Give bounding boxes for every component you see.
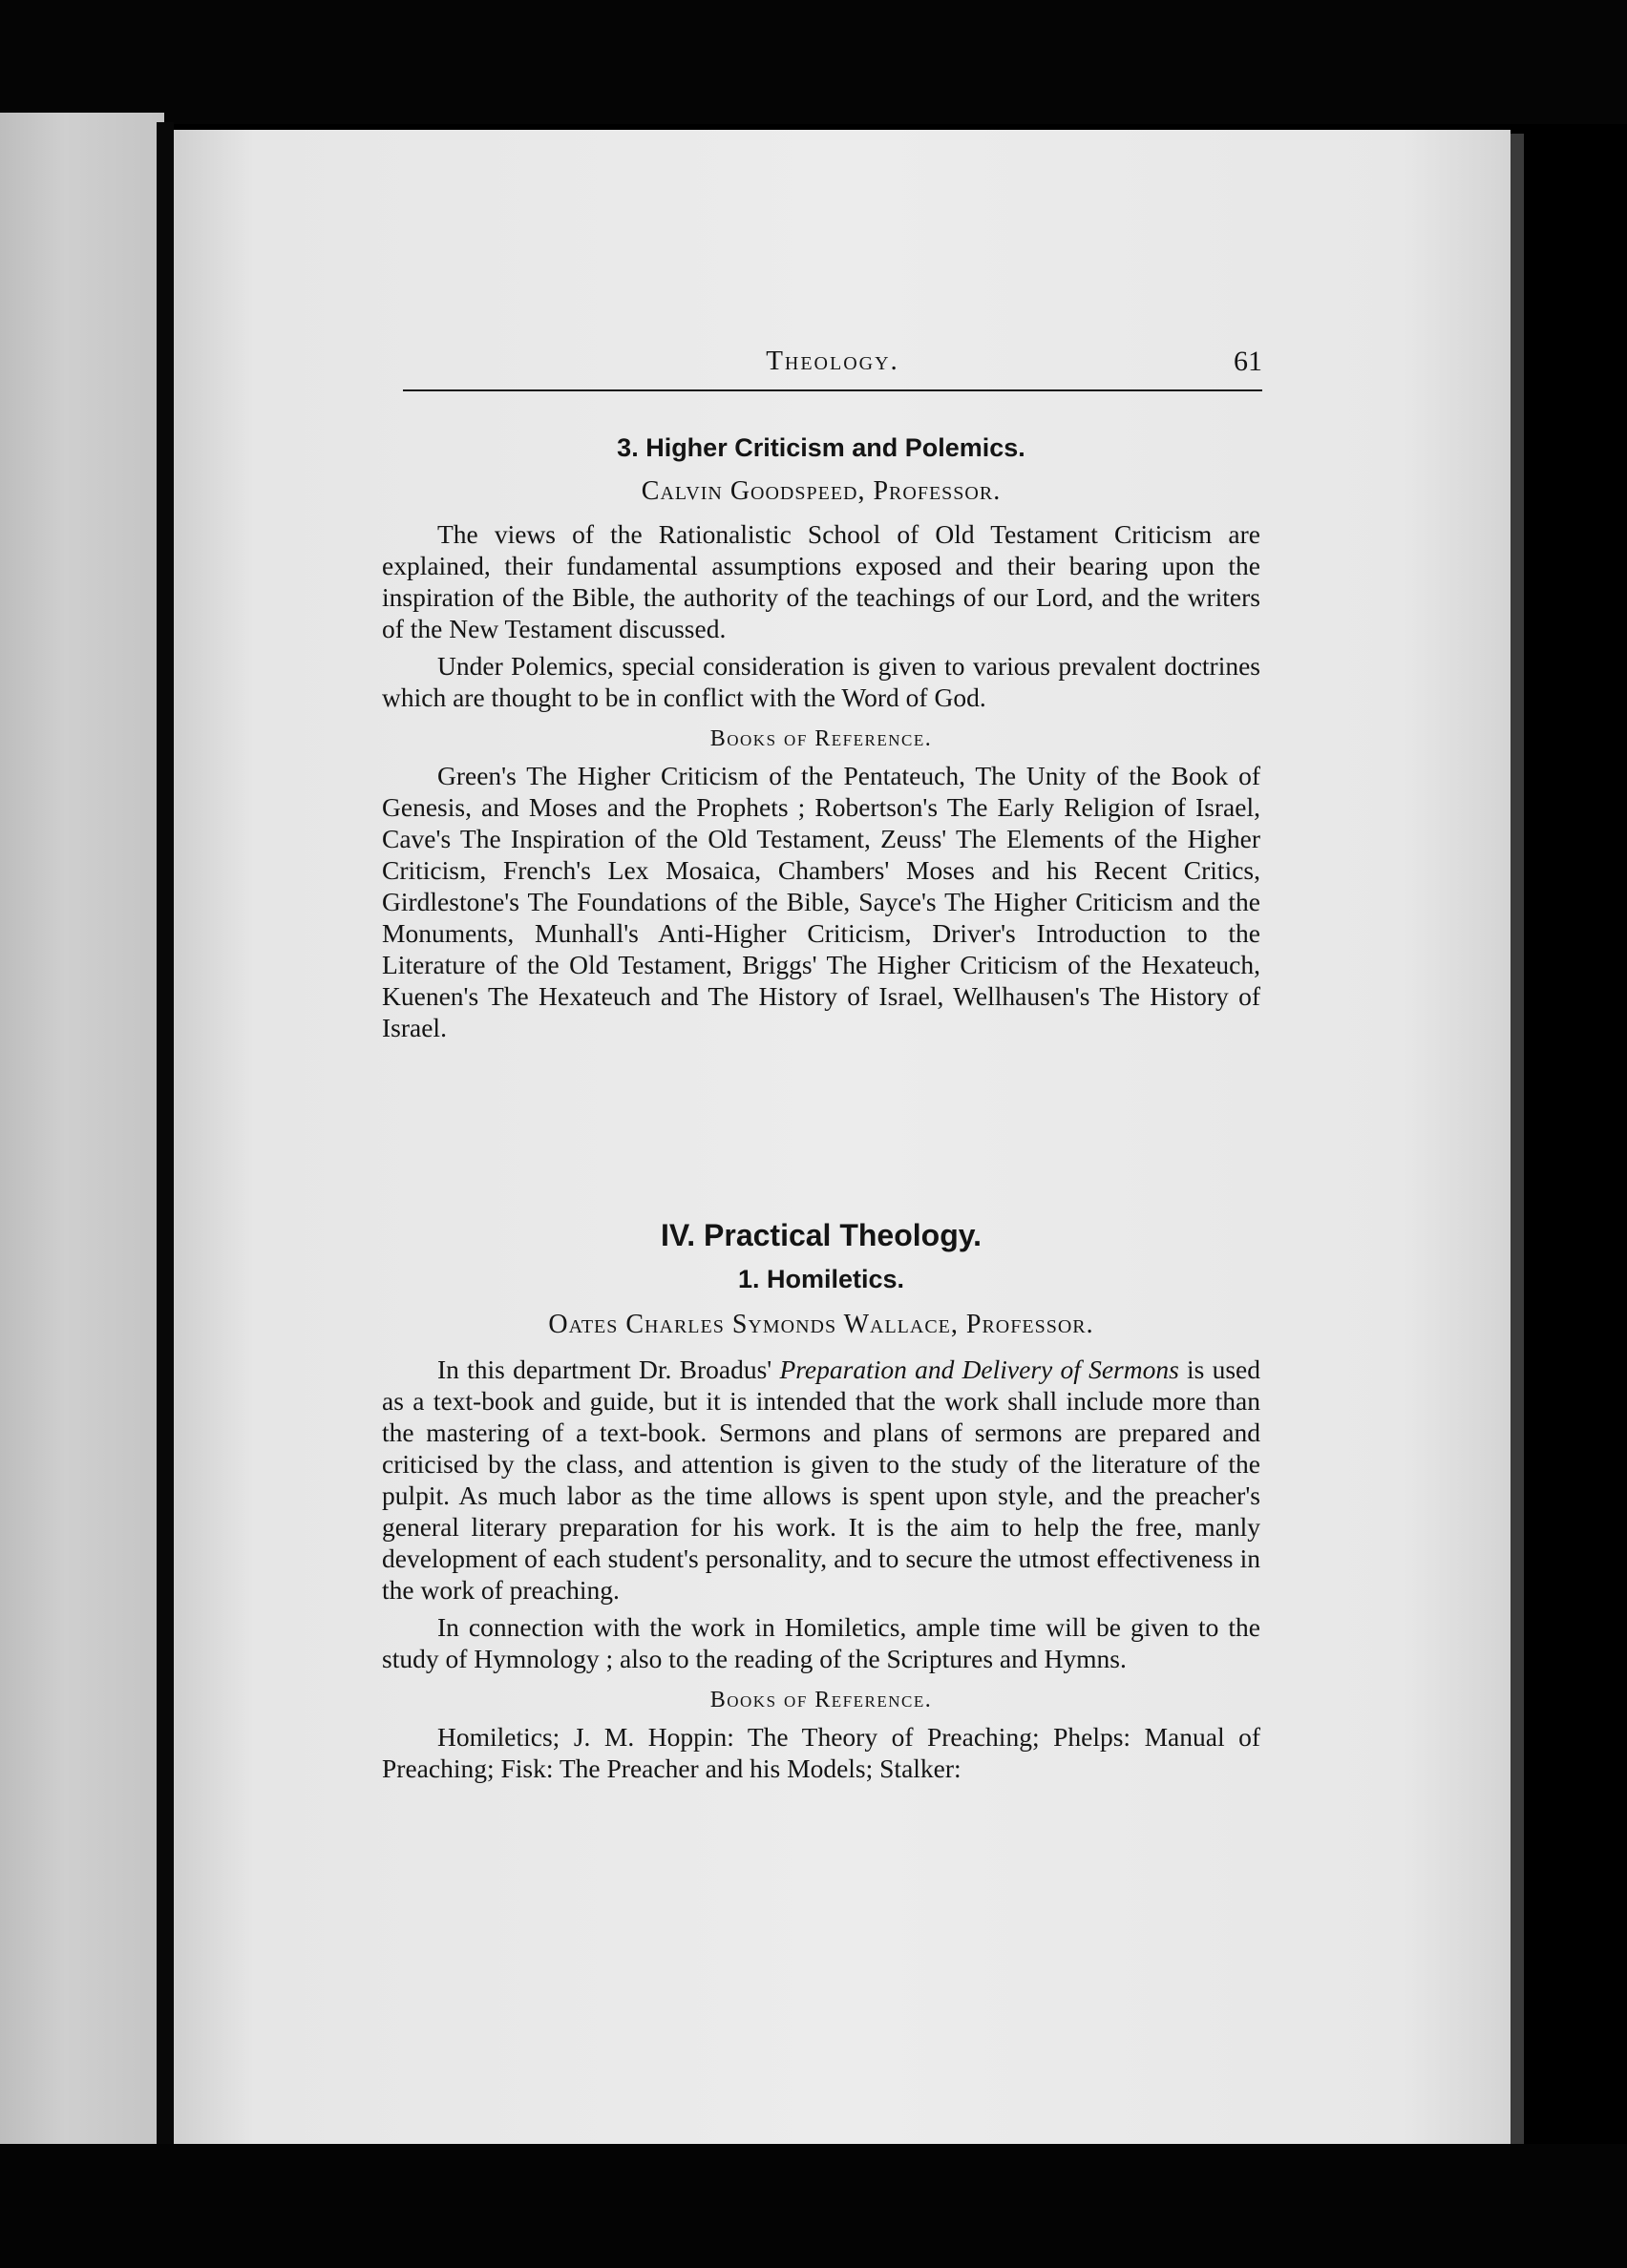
section-higher-criticism bbox=[382, 433, 1260, 1043]
page-right-edge bbox=[1511, 134, 1524, 2144]
previous-page-edge bbox=[0, 113, 164, 2144]
books-of-reference-text: Homiletics; J. M. Hoppin: The Theory of Preaching; Phelps: Manual of Preaching; Fisk: The Preacher and his Models; Stalker: bbox=[382, 1722, 1260, 1783]
book-page bbox=[174, 130, 1511, 2144]
running-header bbox=[403, 346, 1262, 384]
paragraph: Under Polemics, special consideration is given to various prevalent doctrines which are thought to be in conflict with the Word of God. bbox=[382, 651, 1260, 712]
paragraph-text: In this department Dr. Broadus' bbox=[437, 1354, 780, 1384]
paragraph-text: is used as a text-book and guide, but it is intended that the work shall include more than the mastering of a text-book. Sermons and plans of sermons are prepared and criticised by the class, and attention is given to the study of the literature of the pulpit. As much labor as the time allows is spent upon style, and the preacher's general literary preparation for his work. It is the aim to help the free, manly development of each student's personality, and to secure the utmost effectiveness in the work of preaching. bbox=[382, 1354, 1260, 1605]
book-title: Preparation and Delivery of Sermons bbox=[779, 1354, 1179, 1384]
header-rule bbox=[403, 389, 1262, 391]
running-title: Theology. bbox=[766, 346, 899, 376]
books-of-reference-label: Books of Reference. bbox=[709, 1688, 933, 1712]
scanner-frame-top bbox=[0, 0, 1627, 124]
subsection-heading: 1. Homiletics. bbox=[737, 1265, 905, 1293]
scanner-frame-bottom bbox=[0, 2144, 1627, 2268]
professor-name: Calvin Goodspeed, Professor. bbox=[641, 476, 1002, 506]
book-gutter bbox=[157, 122, 174, 2144]
paragraph: The views of the Rationalistic School of Old Testament Criticism are explained, their fundamental assumptions exposed and their bearing upon the inspiration of the Bible, the authority of the teachings of our Lord, and the writers of the New Testament discussed. bbox=[382, 519, 1260, 643]
books-of-reference-text: Green's The Higher Criticism of the Pentateuch, The Unity of the Book of Genesis, and Moses and the Prophets ; Robertson's The Early Religion of Israel, Cave's The Inspiration of the Old Testament, Zeuss' The Elements of the Higher Criticism, French's Lex Mosaica, Chambers' Moses and his Recent Critics, Girdlestone's The Foundations of the Bible, Sayce's The Higher Criticism and the Monuments, Munhall's Anti-Higher Criticism, Driver's Introduction to the Literature of the Old Testament, Briggs' The Higher Criticism of the Hexateuch, Kuenen's The Hexateuch and The History of Israel, Wellhausen's The History of Israel. bbox=[382, 761, 1260, 1042]
professor-name: Oates Charles Symonds Wallace, Professor. bbox=[548, 1310, 1094, 1339]
books-of-reference-label: Books of Reference. bbox=[709, 726, 933, 751]
paragraph: In connection with the work in Homiletics, ample time will be given to the study of Hymnology ; also to the reading of the Scriptures and Hymns. bbox=[382, 1612, 1260, 1673]
section-heading: IV. Practical Theology. bbox=[660, 1218, 983, 1252]
paragraph bbox=[382, 1354, 1260, 1606]
page-number: 61 bbox=[1234, 346, 1262, 377]
section-practical-theology bbox=[382, 1218, 1260, 1784]
section-heading: 3. Higher Criticism and Polemics. bbox=[617, 433, 1025, 462]
